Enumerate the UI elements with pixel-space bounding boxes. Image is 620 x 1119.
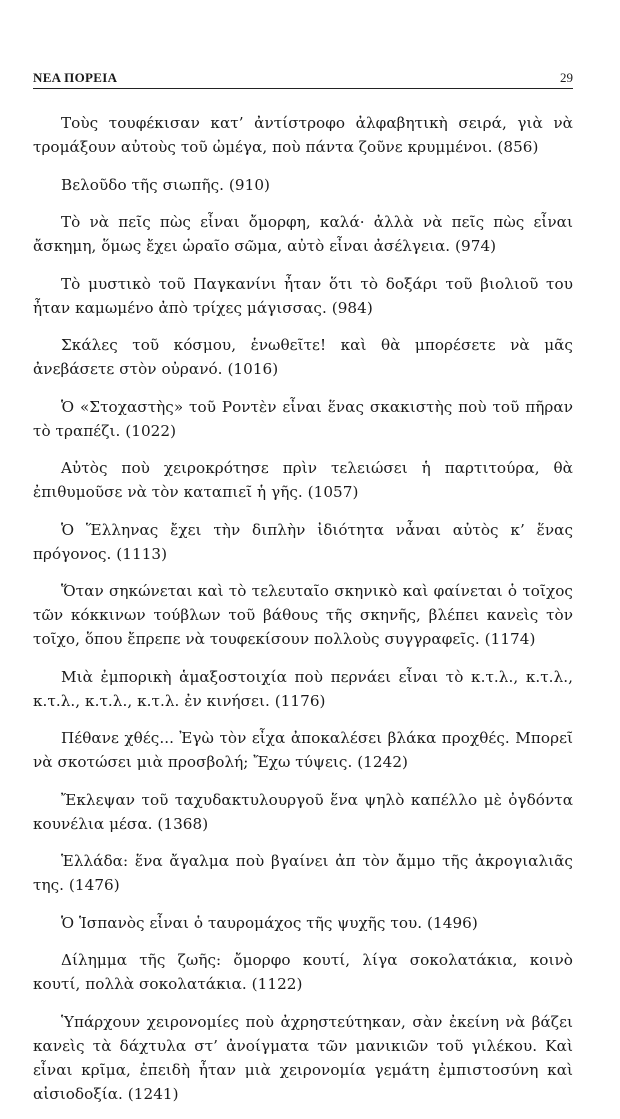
aphorism-entry: Ὁ Ἕλληνας ἔχει τὴν διπλὴν ἰδιότητα νἆναι αὐτὸς κ’ ἕνας πρόγονος. (1113) xyxy=(33,520,573,563)
aphorism-entry: Βελοῦδο τῆς σιωπῆς. (910) xyxy=(61,175,271,194)
aphorism-entry: Πέθανε χθές... Ἐγὼ τὸν εἶχα ἀποκαλέσει βλάκα προχθές. Μπορεῖ νὰ σκοτώσει μιὰ προσβολή; Ἔχω τύψεις. (1242) xyxy=(33,729,573,771)
aphorism-entry: Τὸ μυστικὸ τοῦ Παγκανίνι ἦταν ὅτι τὸ δοξάρι τοῦ βιολιοῦ του ἦταν καμωμένο ἀπὸ τρίχες μάγισσας. (984) xyxy=(33,274,573,317)
aphorism-entry: Τοὺς τουφέκισαν κατ’ ἀντίστροφο ἀλφαβητικὴ σειρά, γιὰ νὰ τρομάξουν αὐτοὺς τοῦ ὠμέγα, ποὺ πάντα ζοῦνε κρυμμένοι. (856) xyxy=(33,114,573,156)
page-number: 29 xyxy=(560,70,573,85)
aphorism-entry: Ἔκλεψαν τοῦ ταχυδακτυλουργοῦ ἕνα ψηλὸ καπέλλο μὲ ὀγδόντα κουνέλια μέσα. (1368) xyxy=(33,790,573,833)
aphorism-entry: Ὁ Ἱσπανὸς εἶναι ὁ ταυρομάχος τῆς ψυχῆς του. (1496) xyxy=(61,913,478,932)
aphorism-entry: Αὐτὸς ποὺ χειροκρότησε πρὶν τελειώσει ἡ παρτιτούρα, θὰ ἐπιθυμοῦσε νὰ τὸν καταπιεῖ ἡ γῆς. (1057) xyxy=(33,459,573,501)
aphorism-entry: Μιὰ ἐμπορικὴ ἁμαξοστοιχία ποὺ περνάει εἶναι τὸ κ.τ.λ., κ.τ.λ., κ.τ.λ., κ.τ.λ., κ.τ.λ. ἐν κινήσει. (1176) xyxy=(33,667,573,710)
aphorism-entry: Τὸ νὰ πεῖς πὼς εἶναι ὄμορφη, καλά· ἀλλὰ νὰ πεῖς πὼς εἶναι ἄσκημη, ὅμως ἔχει ὡραῖο σῶμα, αὐτὸ εἶναι ἀσέλγεια. (974) xyxy=(33,213,573,255)
aphorism-list xyxy=(33,111,573,1119)
journal-title: ΝΕΑ ΠΟΡΕΙΑ xyxy=(33,70,118,85)
aphorism-entry: Ἑλλάδα: ἕνα ἄγαλμα ποὺ βγαίνει ἀπ τὸν ἄμμο τῆς ἀκρογιαλιᾶς της. (1476) xyxy=(33,852,573,894)
aphorism-entry: Ὑπάρχουν χειρονομίες ποὺ ἀχρηστεύτηκαν, σὰν ἐκείνη νὰ βάζει κανεὶς τὰ δάχτυλα στ’ ἀνοίγματα τῶν μανικιῶν τοῦ γιλέκου. Καὶ εἶναι κρῖμα, ἐπειδὴ ἦταν μιὰ χειρονομία γεμάτη ἐμπιστοσύνη καὶ αἰσιοδοξία. (1241) xyxy=(33,1012,573,1103)
aphorism-entry: Ὅταν σηκώνεται καὶ τὸ τελευταῖο σκηνικὸ καὶ φαίνεται ὁ τοῖχος τῶν κόκκινων τούβλων τοῦ βάθους τῆς σκηνῆς, βλέπει κανεὶς τὸν τοῖχο, ὅπου ἔπρεπε νὰ τουφεκίσουν πολλοὺς συγγραφεῖς. (1174) xyxy=(33,582,573,648)
aphorism-entry: Σκάλες τοῦ κόσμου, ἑνωθεῖτε! καὶ θὰ μπορέσετε νὰ μᾶς ἀνεβάσετε στὸν οὐρανό. (1016) xyxy=(33,336,573,378)
aphorism-entry: Ὁ «Στοχαστὴς» τοῦ Ροντὲν εἶναι ἕνας σκακιστὴς ποὺ τοῦ πῆραν τὸ τραπέζι. (1022) xyxy=(33,397,573,440)
running-head xyxy=(33,70,573,89)
aphorism-entry: Δίλημμα τῆς ζωῆς: ὄμορφο κουτί, λίγα σοκολατάκια, κοινὸ κουτί, πολλὰ σοκολατάκια. (1122) xyxy=(33,951,573,993)
